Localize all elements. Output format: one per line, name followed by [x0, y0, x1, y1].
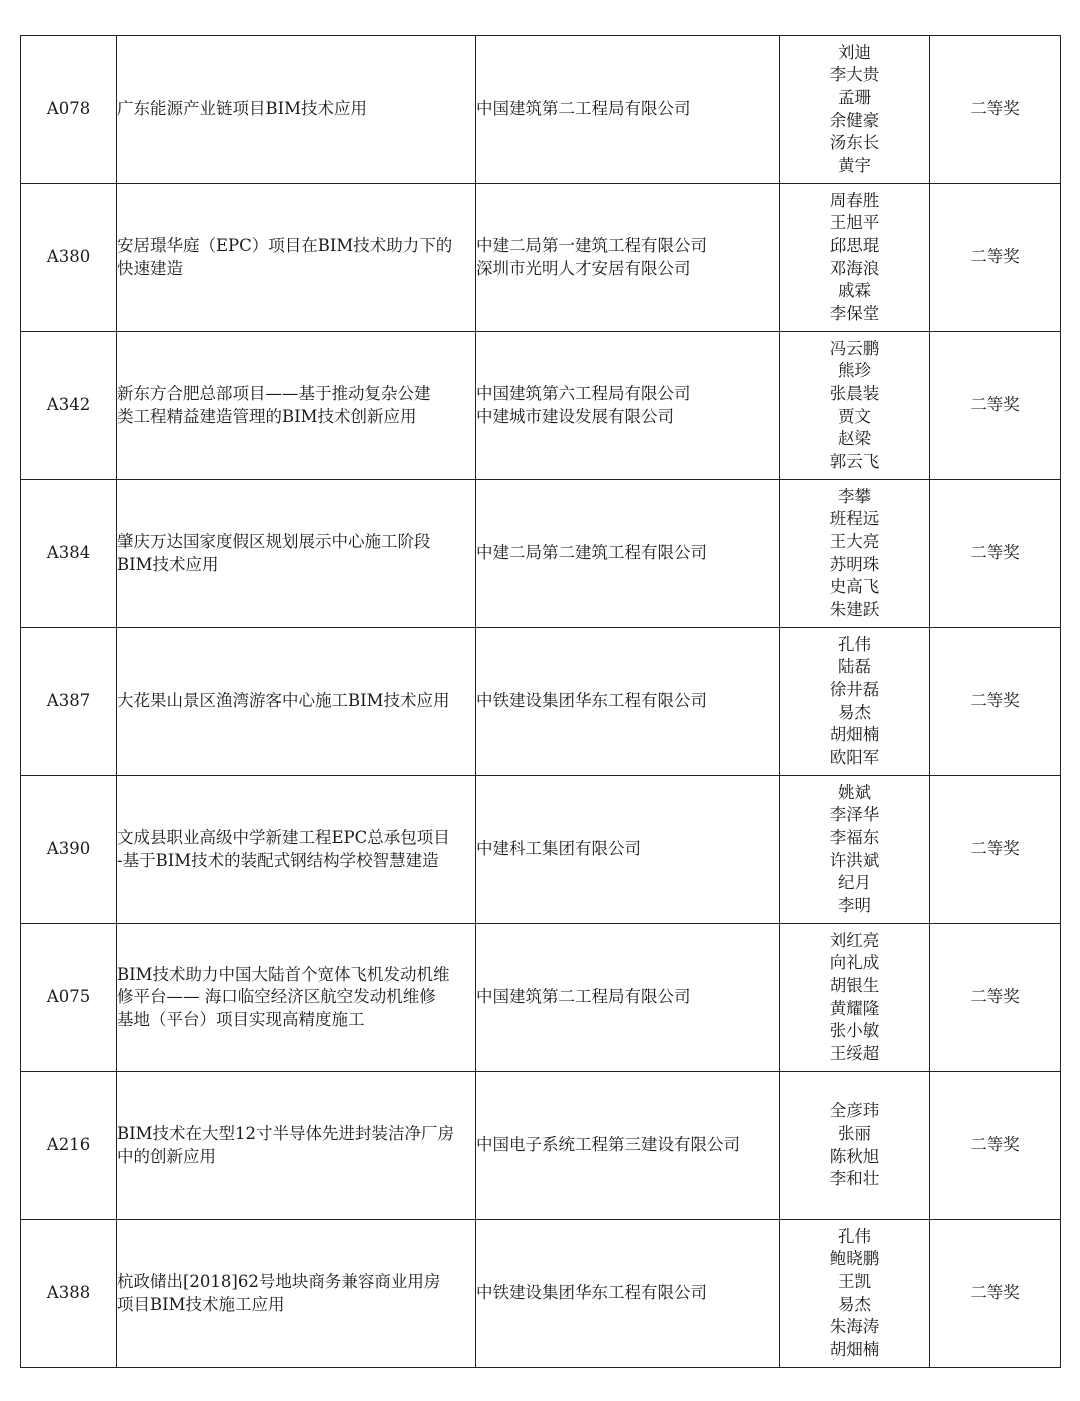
member-name: 李攀 [838, 486, 871, 506]
member-name: 李和壮 [829, 1169, 880, 1189]
member-name: 胡畑楠 [829, 1339, 880, 1359]
award-level: 二等奖 [930, 1220, 1061, 1368]
project-name-cell [117, 184, 476, 332]
member-name: 刘迪 [838, 42, 871, 62]
members-cell [780, 1072, 930, 1220]
entry-code: A384 [21, 480, 117, 628]
members-cell [780, 924, 930, 1072]
member-name: 苏明珠 [829, 554, 880, 574]
member-name: 王大亮 [829, 531, 880, 551]
project-name-line: 中的创新应用 [117, 1146, 216, 1166]
member-name: 孟珊 [838, 87, 871, 107]
award-level: 二等奖 [930, 480, 1061, 628]
company-name: 中国建筑第六工程局有限公司 [476, 383, 691, 403]
company-name: 深圳市光明人才安居有限公司 [476, 258, 691, 278]
table-row [21, 1072, 1061, 1220]
members-cell [780, 1220, 930, 1368]
member-name: 郭云飞 [829, 451, 880, 471]
project-name-line: -基于BIM技术的装配式钢结构学校智慧建造 [117, 850, 439, 870]
member-name: 邱思琨 [829, 235, 880, 255]
award-level: 二等奖 [930, 36, 1061, 184]
entry-code: A387 [21, 628, 117, 776]
project-name-cell [117, 924, 476, 1072]
award-level: 二等奖 [930, 1072, 1061, 1220]
project-name-line: 项目BIM技术施工应用 [117, 1294, 285, 1314]
entry-code: A390 [21, 776, 117, 924]
members-cell [780, 36, 930, 184]
company-name: 中建二局第一建筑工程有限公司 [476, 235, 707, 255]
company-cell [476, 480, 780, 628]
member-name: 鲍晓鹏 [829, 1249, 880, 1269]
members-cell [780, 480, 930, 628]
table-row [21, 776, 1061, 924]
entry-code: A075 [21, 924, 117, 1072]
member-name: 胡畑楠 [829, 725, 880, 745]
member-name: 张晨装 [829, 383, 880, 403]
member-name: 赵梁 [838, 429, 871, 449]
project-name-line: 基地（平台）项目实现高精度施工 [117, 1009, 365, 1029]
project-name-line: 新东方合肥总部项目——基于推动复杂公建 [117, 383, 431, 403]
award-level: 二等奖 [930, 332, 1061, 480]
project-name-cell [117, 36, 476, 184]
project-name-line: 文成县职业高级中学新建工程EPC总承包项目 [117, 827, 450, 847]
member-name: 姚斌 [838, 782, 871, 802]
member-name: 孔伟 [838, 1226, 871, 1246]
member-name: 易杰 [838, 1294, 871, 1314]
table-row [21, 1220, 1061, 1368]
member-name: 纪月 [838, 873, 871, 893]
member-name: 陆磊 [838, 657, 871, 677]
member-name: 黄耀隆 [829, 998, 880, 1018]
project-name-line: 快速建造 [117, 258, 183, 278]
member-name: 史高飞 [829, 577, 880, 597]
member-name: 全彦玮 [829, 1101, 880, 1121]
member-name: 冯云鹏 [829, 338, 880, 358]
member-name: 王旭平 [829, 213, 880, 233]
entry-code: A388 [21, 1220, 117, 1368]
project-name-cell [117, 332, 476, 480]
member-name: 许洪斌 [829, 850, 880, 870]
awards-table [20, 35, 1061, 1368]
company-cell [476, 36, 780, 184]
project-name-line: 安居璟华庭（EPC）项目在BIM技术助力下的 [117, 235, 453, 255]
member-name: 易杰 [838, 702, 871, 722]
project-name-line: BIM技术应用 [117, 554, 219, 574]
company-name: 中国建筑第二工程局有限公司 [476, 99, 691, 119]
award-level: 二等奖 [930, 924, 1061, 1072]
member-name: 欧阳军 [829, 747, 880, 767]
entry-code: A342 [21, 332, 117, 480]
table-row [21, 924, 1061, 1072]
member-name: 余健豪 [829, 110, 880, 130]
entry-code: A078 [21, 36, 117, 184]
member-name: 周春胜 [829, 190, 880, 210]
member-name: 李泽华 [829, 805, 880, 825]
project-name-line: 肇庆万达国家度假区规划展示中心施工阶段 [117, 531, 431, 551]
company-cell [476, 1072, 780, 1220]
entry-code: A380 [21, 184, 117, 332]
member-name: 王绥超 [829, 1043, 880, 1063]
company-name: 中建二局第二建筑工程有限公司 [476, 543, 707, 563]
member-name: 徐井磊 [829, 679, 880, 699]
project-name-cell [117, 1072, 476, 1220]
project-name-line: BIM技术助力中国大陆首个宽体飞机发动机维 [117, 964, 450, 984]
entry-code: A216 [21, 1072, 117, 1220]
project-name-cell [117, 480, 476, 628]
table-row [21, 184, 1061, 332]
member-name: 孔伟 [838, 634, 871, 654]
member-name: 李保堂 [829, 303, 880, 323]
project-name-line: 杭政储出[2018]62号地块商务兼容商业用房 [117, 1271, 441, 1291]
member-name: 戚霖 [838, 281, 871, 301]
member-name: 朱海涛 [829, 1317, 880, 1337]
company-cell [476, 924, 780, 1072]
table-row [21, 36, 1061, 184]
table-row [21, 628, 1061, 776]
member-name: 张小敏 [829, 1021, 880, 1041]
members-cell [780, 184, 930, 332]
project-name-cell [117, 776, 476, 924]
project-name-cell [117, 1220, 476, 1368]
company-cell [476, 628, 780, 776]
member-name: 熊珍 [838, 361, 871, 381]
member-name: 朱建跃 [829, 599, 880, 619]
table-row [21, 480, 1061, 628]
member-name: 王凯 [838, 1271, 871, 1291]
member-name: 班程远 [829, 509, 880, 529]
member-name: 向礼成 [829, 953, 880, 973]
award-level: 二等奖 [930, 628, 1061, 776]
member-name: 贾文 [838, 406, 871, 426]
project-name-line: 修平台—— 海口临空经济区航空发动机维修 [117, 987, 436, 1007]
member-name: 张丽 [838, 1123, 871, 1143]
members-cell [780, 332, 930, 480]
member-name: 刘红亮 [829, 930, 880, 950]
member-name: 黄宇 [838, 155, 871, 175]
award-level: 二等奖 [930, 184, 1061, 332]
company-name: 中建城市建设发展有限公司 [476, 406, 674, 426]
member-name: 李大贵 [829, 65, 880, 85]
member-name: 胡银生 [829, 975, 880, 995]
award-level: 二等奖 [930, 776, 1061, 924]
project-name-cell [117, 628, 476, 776]
project-name-line: 广东能源产业链项目BIM技术应用 [117, 99, 368, 119]
project-name-line: BIM技术在大型12寸半导体先进封装洁净厂房 [117, 1123, 455, 1143]
awards-table-body [21, 36, 1061, 1368]
project-name-line: 类工程精益建造管理的BIM技术创新应用 [117, 406, 417, 426]
company-cell [476, 332, 780, 480]
member-name: 李福东 [829, 827, 880, 847]
project-name-line: 大花果山景区渔湾游客中心施工BIM技术应用 [117, 691, 450, 711]
company-name: 中铁建设集团华东工程有限公司 [476, 691, 707, 711]
member-name: 李明 [838, 895, 871, 915]
member-name: 汤东长 [829, 133, 880, 153]
company-name: 中铁建设集团华东工程有限公司 [476, 1283, 707, 1303]
company-cell [476, 1220, 780, 1368]
company-cell [476, 184, 780, 332]
member-name: 邓海浪 [829, 258, 880, 278]
company-name: 中建科工集团有限公司 [476, 839, 641, 859]
company-name: 中国建筑第二工程局有限公司 [476, 987, 691, 1007]
table-row [21, 332, 1061, 480]
members-cell [780, 628, 930, 776]
company-cell [476, 776, 780, 924]
members-cell [780, 776, 930, 924]
member-name: 陈秋旭 [829, 1146, 880, 1166]
company-name: 中国电子系统工程第三建设有限公司 [476, 1135, 740, 1155]
